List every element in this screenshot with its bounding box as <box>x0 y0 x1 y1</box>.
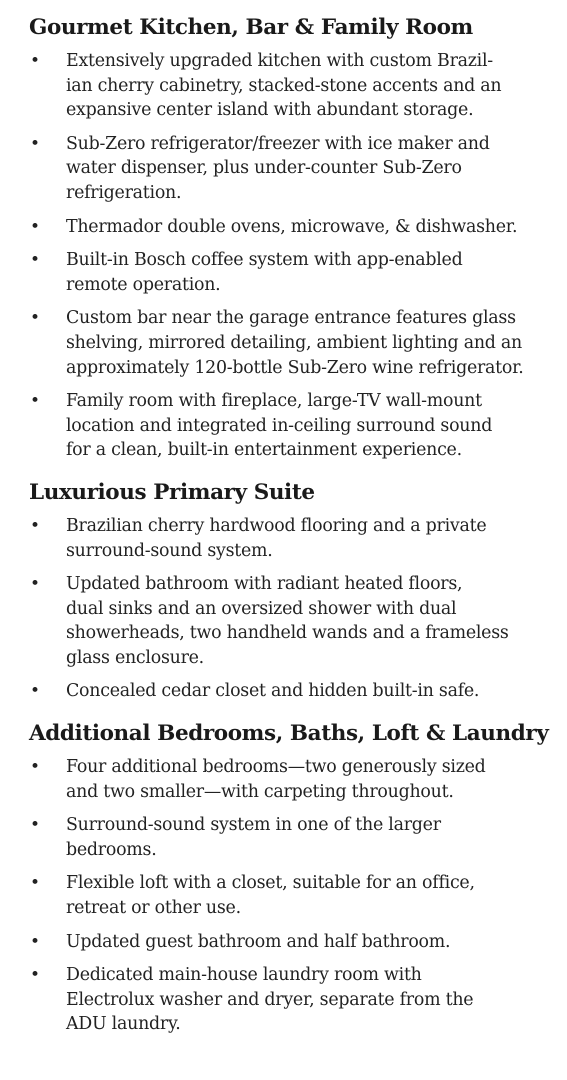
bullet-icon: • <box>30 757 40 778</box>
list-item <box>29 49 557 123</box>
list-item <box>29 306 557 380</box>
bullet-icon: • <box>30 515 40 536</box>
line: Built-in Bosch coffee system with app-enabled <box>66 250 463 271</box>
line: Thermador double ovens, microwave, & dishwasher. <box>66 216 518 237</box>
bullet-icon: • <box>30 216 40 237</box>
list-item <box>29 930 557 955</box>
bullet-icon: • <box>30 133 40 154</box>
line: Electrolux washer and dryer, separate from the <box>66 989 474 1010</box>
bullet-list <box>29 49 557 463</box>
list-item <box>29 132 557 206</box>
line: shelving, mirrored detailing, ambient lighting and an <box>66 332 523 353</box>
line: dual sinks and an oversized shower with dual <box>66 598 457 619</box>
bullet-icon: • <box>30 574 40 595</box>
list-item <box>29 514 557 563</box>
line: Flexible loft with a closet, suitable for an office, <box>66 873 475 894</box>
line: location and integrated in-ceiling surround sound <box>66 415 493 436</box>
line: showerheads, two handheld wands and a frameless <box>66 623 509 644</box>
bullet-icon: • <box>30 391 40 412</box>
line: glass enclosure. <box>66 647 204 668</box>
list-item <box>29 963 557 1037</box>
line: Sub-Zero refrigerator/freezer with ice maker and <box>66 133 490 154</box>
list-item <box>29 755 557 804</box>
line: Extensively upgraded kitchen with custom Brazil- <box>66 51 493 71</box>
list-item <box>29 871 557 920</box>
bullet-icon: • <box>30 815 40 836</box>
section-kitchen-bar-family <box>29 14 557 463</box>
list-item <box>29 389 557 463</box>
line: Updated guest bathroom and half bathroom. <box>66 931 451 952</box>
bullet-icon: • <box>30 51 40 71</box>
section-title: Gourmet Kitchen, Bar & Family Room <box>29 15 473 40</box>
line: for a clean, built-in entertainment experience. <box>66 440 462 461</box>
list-item <box>29 679 557 704</box>
line: surround-sound system. <box>66 540 273 561</box>
line: ADU laundry. <box>66 1014 181 1035</box>
line: Updated bathroom with radiant heated floors, <box>66 574 463 595</box>
bullet-icon: • <box>30 965 40 986</box>
line: and two smaller—with carpeting throughout. <box>66 781 454 802</box>
line: Dedicated main-house laundry room with <box>66 965 422 986</box>
section-title: Additional Bedrooms, Baths, Loft & Laundry <box>29 721 549 747</box>
list-item <box>29 813 557 862</box>
list-item <box>29 248 557 297</box>
bullet-list <box>29 514 557 704</box>
bullet-icon: • <box>30 308 40 329</box>
line: approximately 120-bottle Sub-Zero wine refrigerator. <box>66 357 524 378</box>
line: bedrooms. <box>66 839 157 860</box>
line: remote operation. <box>66 274 221 295</box>
bullet-list <box>29 755 557 1037</box>
section-title: Luxurious Primary Suite <box>29 479 315 505</box>
line: Surround-sound system in one of the larger <box>66 815 441 836</box>
bullet-icon: • <box>30 931 40 952</box>
section-primary-suite <box>29 479 557 704</box>
line: water dispenser, plus under-counter Sub-Zero <box>66 158 462 179</box>
line: Custom bar near the garage entrance features glass <box>66 308 516 329</box>
bullet-icon: • <box>30 250 40 271</box>
line: refrigeration. <box>66 182 182 203</box>
line: Family room with fireplace, large-TV wall-mount <box>66 391 482 412</box>
list-item <box>29 215 557 240</box>
line: ian cherry cabinetry, stacked-stone accents and an <box>66 75 502 96</box>
list-item <box>29 572 557 670</box>
bullet-icon: • <box>30 681 40 702</box>
bullet-icon: • <box>30 873 40 894</box>
line: Concealed cedar closet and hidden built-in safe. <box>66 681 480 702</box>
line: retreat or other use. <box>66 898 241 919</box>
line: Brazilian cherry hardwood flooring and a private <box>66 515 487 536</box>
line: expansive center island with abundant storage. <box>66 100 474 121</box>
line: Four additional bedrooms—two generously sized <box>66 757 486 778</box>
section-bedrooms-baths-loft-laundry <box>29 720 557 1037</box>
